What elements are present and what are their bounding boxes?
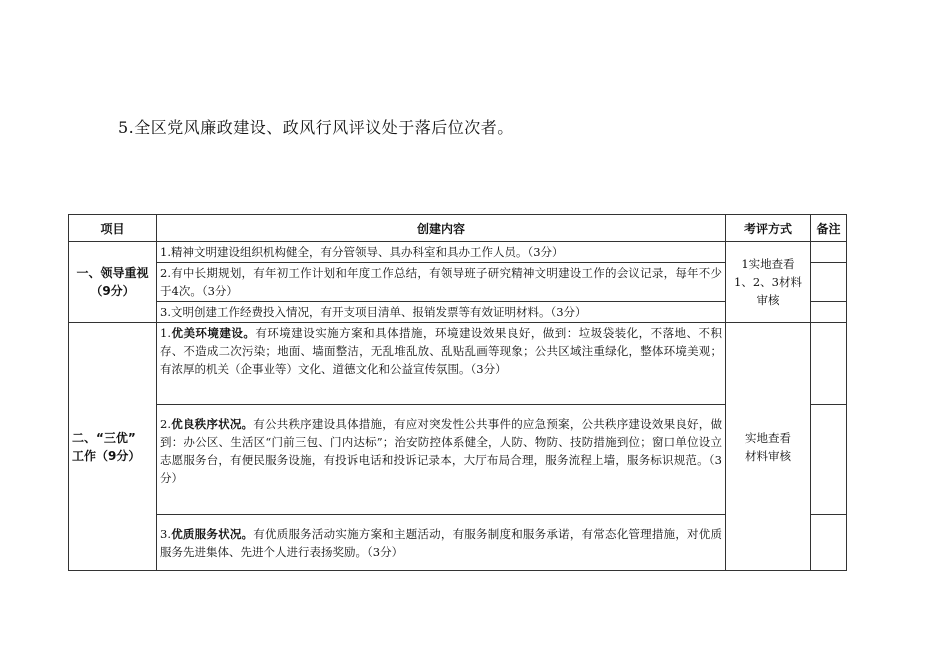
group2-remark-2	[811, 405, 847, 515]
group1-item-1: 1.精神文明建设组织机构健全，有分管领导、具办科室和具办工作人员。（3分）	[157, 242, 726, 263]
group2-item-3-text: 有优质服务活动实施方案和主题活动，有服务制度和服务承诺，有常态化管理措施，对优质服务先进集体、先进个人进行表扬奖励。（3分）	[160, 527, 723, 559]
group1-remark-1	[811, 242, 847, 263]
group1-method	[726, 242, 811, 323]
group1-project	[69, 242, 157, 323]
group1-project-line1: 一、领导重视	[76, 266, 149, 280]
header-remark: 备注	[811, 215, 847, 242]
header-method: 考评方式	[726, 215, 811, 242]
group2-method	[726, 323, 811, 571]
group2-item-3	[157, 515, 726, 571]
header-project: 项目	[69, 215, 157, 242]
group2-item-1-text: 有环境建设实施方案和具体措施，环境建设效果良好，做到：垃圾袋装化，不落地、不积存、不造成二次污染；地面、墙面整洁，无乱堆乱放、乱贴乱画等现象；公共区域注重绿化，整体环境美观；有浓厚的机关（企事业等）文化、道德文化和公益宣传氛围。（3分）	[160, 326, 722, 376]
intro-text: 5.全区党风廉政建设、政风行风评议处于落后位次者。	[118, 118, 514, 137]
group1-remark-3	[811, 302, 847, 323]
group2-method-line1: 实地查看	[745, 430, 791, 445]
group2-item-3-num: 3.	[160, 527, 171, 541]
group1-item-3: 3.文明创建工作经费投入情况，有开支项目清单、报销发票等有效证明材料。（3分）	[157, 302, 726, 323]
group1-method-line1: 1实地查看	[741, 257, 795, 271]
group2-method-line2: 材料审核	[745, 448, 791, 463]
group2-row-1	[69, 323, 847, 405]
group1-item-2: 2.有中长期规划，有年初工作计划和年度工作总结，有领导班子研究精神文明建设工作的会议记录，每年不少于4次。（3分）	[157, 263, 726, 302]
group2-item-3-title: 优质服务状况。	[170, 527, 254, 541]
group2-item-1-num: 1.	[160, 326, 171, 340]
group1-method-line3: 审核	[756, 293, 780, 307]
group1-row-1	[69, 242, 847, 263]
group2-item-2-title: 优良秩序状况。	[170, 417, 254, 431]
group2-project-line1: 二、“三优”	[72, 430, 136, 445]
group2-item-2-text: 有公共秩序建设具体措施，有应对突发性公共事件的应急预案，公共秩序建设效果良好，做到：办公区、生活区“门前三包、门内达标”；治安防控体系健全，人防、物防、技防措施到位；窗口单位设立志愿服务台，有便民服务设施，有投诉电话和投诉记录本，大厅布局合理，服务流程上墙，服务标识规范。（3分）	[160, 417, 723, 485]
evaluation-table	[68, 214, 847, 571]
group1-project-line2: （9分）	[90, 284, 135, 298]
group2-item-1	[157, 323, 726, 405]
group2-remark-1	[811, 323, 847, 405]
group2-remark-3	[811, 515, 847, 571]
header-content: 创建内容	[157, 215, 726, 242]
group1-remark-2	[811, 263, 847, 302]
group2-item-2	[157, 405, 726, 515]
group2-item-2-num: 2.	[160, 417, 171, 431]
group2-project	[69, 323, 157, 571]
group2-project-line2: 工作（9分）	[72, 448, 141, 463]
group1-method-line2: 1、2、3材料	[734, 275, 802, 289]
group2-item-1-title: 优美环境建设。	[170, 326, 256, 340]
header-row	[69, 215, 847, 242]
